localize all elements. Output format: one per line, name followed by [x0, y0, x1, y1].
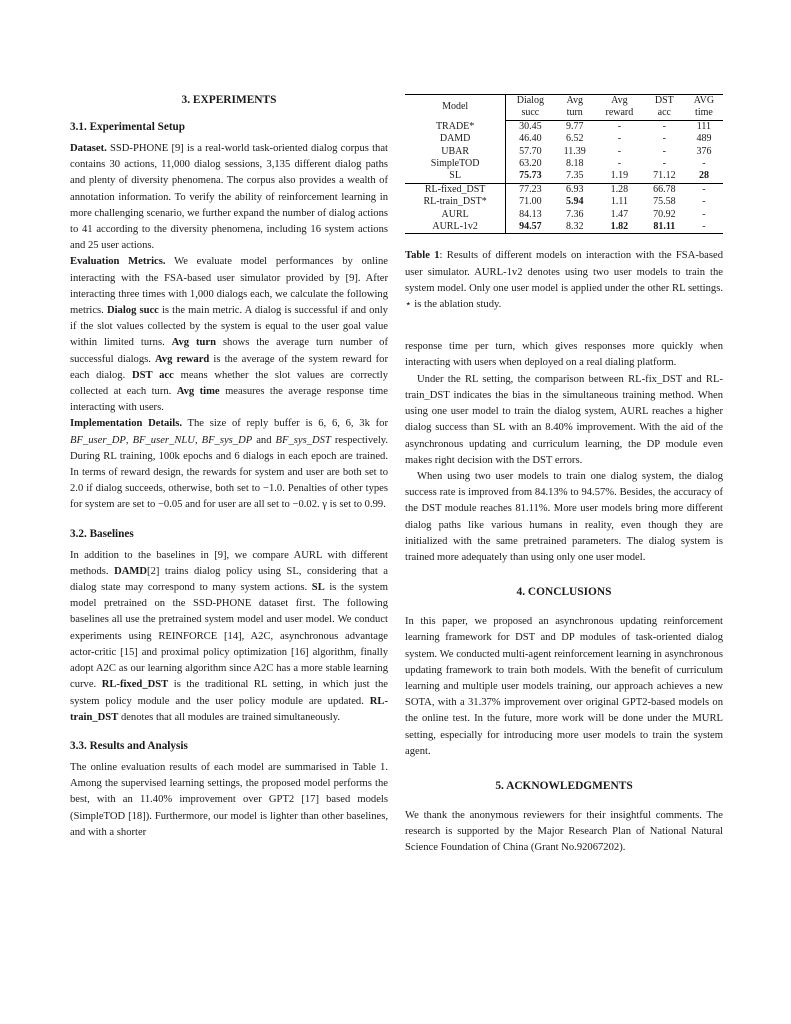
model-name-cell: SimpleTOD [405, 158, 506, 170]
value-cell: 1.19 [610, 170, 629, 182]
header-cell: turn [554, 107, 595, 120]
value-cell: 63.20 [519, 158, 542, 170]
table-row [405, 146, 723, 158]
bf-user-nlu: BF_user_NLU [132, 434, 195, 446]
value-cell: - [702, 158, 706, 170]
caption-text: : Results of different models on interaction with the FSA-based user simulator. AURL-1v2 denotes using two user models to train the system model. Only one user model is applied under the other RL settings. ⋆ is the ablation study. [405, 250, 723, 311]
conclusions-heading: 4. CONCLUSIONS [516, 586, 612, 599]
value-cell: 1.11 [610, 196, 628, 208]
table-row [405, 196, 723, 208]
value-cell: 81.11 [644, 221, 685, 234]
baselines-text: is the traditional RL setting, in which just the system policy module and the user policy module are updated. [70, 679, 388, 707]
header-cell: Model [405, 95, 506, 121]
impl-and: and [256, 434, 272, 446]
metric-reward-label: Avg reward [155, 353, 210, 365]
acknowledgments-heading: 5. ACKNOWLEDGMENTS [495, 779, 633, 792]
value-cell: 46.40 [519, 133, 542, 145]
model-name-cell: RL-train_DST* [405, 196, 506, 208]
implementation-paragraph: Implementation Details. The size of reply buffer is 6, 6, 6, 3k for BF_user_DP, BF_user_NLU, BF_sys_DP and BF_sys_DST respectively. During RL training, 100k epochs and 6 dialogs in each epoch are trained. In terms of reward design, the rewards for system and user are both set to 2.0 if dialog succeeds, otherwise, both set to −1.0. Penalties of other types for system are set to −0.05 and for user are all set to −0.02. γ is set to 0.99. [70, 418, 389, 511]
bf-user-dp: BF_user_DP [70, 434, 126, 446]
table-row [405, 158, 723, 170]
results-paragraph-cont: response time per turn, which gives responses more quickly when interacting with users when deployed on a real dialing platform. [405, 341, 723, 369]
value-cell: - [662, 158, 666, 170]
impl-text: respectively. During RL training, 100k epochs and 6 dialogs in each epoch are trained. In terms of reward design, the rewards for system and user are both set to 2.0 if dialog succeeds, otherwise, both set to −1.0. Penalties of other types for system are set to −0.05 and for user are all set to −0.02. γ is set to 0.99. [70, 434, 389, 511]
metric-dst-label: DST acc [132, 369, 174, 381]
value-cell: 77.23 [506, 183, 555, 196]
baselines-text: [2] trains dialog policy using SL, considering that a dialog state may correspond to many system actions. [70, 565, 389, 594]
value-cell: 8.18 [565, 158, 584, 170]
table-row [405, 183, 723, 196]
table-row [405, 133, 723, 145]
bf-sys-dp: BF_sys_DP [201, 434, 253, 446]
model-name-cell: SL [405, 170, 506, 183]
table-caption [405, 248, 723, 313]
left-column [70, 94, 388, 841]
baselines-text: is the system model pretrained on the SSD-PHONE dataset first. The following baselines all use the pretrained system model and user model. We conduct experiments using REINFORCE [14], A2C, asynchronous advantage actor-critic [15] and proximal policy optimization [16] algorithm, finally adopt A2C as our learning algorithm since A2C has a more stable learning curve. [70, 582, 388, 691]
metric-succ-label: Dialog succ [106, 305, 159, 317]
dataset-label: Dataset. [70, 143, 107, 154]
value-cell: 489 [696, 133, 712, 145]
metrics-label: Evaluation Metrics. [70, 256, 166, 268]
value-cell: - [702, 196, 706, 208]
model-name-cell: UBAR [405, 146, 506, 158]
metrics-paragraph [70, 254, 388, 416]
results-paragraph-left: The online evaluation results of each model are summarised in Table 1. Among the supervised learning settings, the proposed model performs the best, with an 11.40% improvement over GPT2 [17] based models (SimpleTOD [18]). Furthermore, our model is lighter than other baselines, and with a shorter [70, 761, 388, 838]
header-cell: Dialog [506, 95, 555, 108]
table-row [405, 170, 723, 183]
value-cell: - [662, 133, 666, 145]
value-cell: 28 [698, 170, 709, 182]
results-paragraph-2: Under the RL setting, the comparison between RL-fix_DST and RL-train_DST indicates the bias in the simultaneous training method. When using one user model to train the dialog system, AURL reaches a higher dialog success than SL with an 8.40% improvement. With the aid of the asynchronous updating and curriculum learning, the DP module even makes right decision with the DST errors. [405, 373, 723, 466]
header-cell: Avg [595, 95, 644, 108]
metrics-text: is the main metric. A dialog is successful if and only if the slot values collected by the system is equal to the user goal value within limited turns. [70, 305, 388, 349]
value-cell: 7.35 [565, 170, 584, 182]
acknowledgments-paragraph: We thank the anonymous reviewers for their insightful comments. The research is supported by the Major Research Plan of National Natural Science Foundation of China (Grant No.92067202). [405, 809, 723, 854]
value-cell: 1.82 [595, 221, 644, 234]
results-table [405, 94, 723, 234]
metrics-text: shows the average turn number of successful dialogs. [70, 337, 388, 365]
impl-text: The size of reply buffer is 6, 6, 6, 3k for [187, 418, 388, 430]
value-cell: - [685, 183, 723, 196]
value-cell: 71.00 [519, 196, 542, 208]
dataset-paragraph [70, 141, 388, 254]
model-name-cell: AURL-1v2 [405, 221, 506, 234]
value-cell: - [617, 145, 622, 157]
value-cell: 111 [696, 120, 712, 132]
value-cell: 66.78 [644, 183, 685, 196]
value-cell: 84.13 [519, 208, 542, 220]
header-cell: acc [644, 107, 685, 120]
header-cell: Avg [554, 95, 595, 108]
value-cell: - [662, 120, 666, 132]
table-header-row [405, 95, 723, 108]
right-column [405, 94, 723, 857]
model-name-cell: TRADE* [405, 120, 506, 133]
setup-heading: 3.1. Experimental Setup [70, 121, 185, 133]
value-cell: 9.77 [565, 120, 584, 132]
table-body [405, 120, 723, 234]
metrics-text: is the average of the system reward for each dialog. [70, 353, 388, 381]
rl-fixed-label: RL-fixed_DST [101, 679, 169, 691]
sl-label: SL [311, 582, 325, 594]
value-cell: - [685, 221, 723, 234]
metrics-text: We evaluate model performances by online interacting with the FSA-based user simulator provided by [9]. After interacting three times with 1,000 dialogs each, we calculate the following metrics. [70, 256, 388, 317]
baselines-paragraph [70, 548, 388, 726]
conclusions-paragraph: In this paper, we proposed an asynchronous updating reinforcement learning framework for DST and DP modules of task-oriented dialog system. We conducted multi-agent reinforcement learning in asynchronous updating framework to train both models. With the benefit of curriculum learning and multiple user models training, our approach achieves a new SOTA, with a 31.37% improvement over original GPT2-based models on the online test. In the future, more work will be done under the MURL setting, especially for introducing more user models to train the system agent. [405, 616, 723, 757]
metrics-text: measures the average response time interacting with users. [70, 386, 388, 414]
results-paragraph-3: When using two user models to train one dialog system, the dialog success rate is improved from 84.13% to 94.57%. Besides, the accuracy of the DST module reaches 81.11%. More user models bring more different dialog paths like various humans in reality, even though they are initialized with the same pretrained parameters. The dialog system is trained more adequately than using only one user model. [405, 470, 723, 563]
model-name-cell: RL-fixed_DST [405, 183, 506, 196]
value-cell: 75.73 [519, 170, 542, 182]
value-cell: 70.92 [653, 208, 676, 220]
value-cell: 30.45 [519, 120, 542, 132]
rl-train-label: RL-train_DST [70, 695, 388, 723]
header-cell: AVG [685, 95, 723, 108]
metric-time-label: Avg time [176, 386, 220, 398]
value-cell: 6.93 [554, 183, 595, 196]
damd-label: DAMD [114, 565, 148, 577]
experiments-heading: 3. EXPERIMENTS [181, 94, 277, 106]
baselines-text: In addition to the baselines in [9], we compare AURL with different methods. [70, 549, 388, 577]
table-row [405, 221, 723, 234]
model-name-cell: AURL [405, 209, 506, 221]
value-cell: 8.32 [554, 221, 595, 234]
results-heading: 3.3. Results and Analysis [70, 739, 188, 752]
value-cell: - [617, 158, 622, 170]
header-cell: DST [644, 95, 685, 108]
value-cell: 6.52 [565, 133, 584, 145]
value-cell: 1.28 [595, 183, 644, 196]
baselines-text: denotes that all modules are trained simultaneously. [120, 711, 341, 723]
value-cell: 11.39 [563, 145, 586, 157]
dataset-text: SSD-PHONE [9] is a real-world task-oriented dialog corpus that contains 30 actions, 11,000 dialog sessions, 3,135 different dialog paths and plenty of diversity phenomena. The corpus also provides a wealth of annotation information. To verify the ability of reinforcement learning in more challenging scenario, we further expand the number of dialog actions to 41 according to the diversity phenomena, including 16 system actions and 25 user actions. [70, 143, 388, 252]
metrics-text: means whether the slot values are correctly collected at each turn. [70, 369, 388, 398]
value-cell: - [702, 208, 706, 220]
value-cell: - [617, 133, 622, 145]
value-cell: - [617, 120, 622, 132]
value-cell: 7.36 [565, 208, 584, 220]
value-cell: 94.57 [506, 221, 555, 234]
value-cell: 1.47 [610, 208, 629, 220]
header-cell: succ [506, 107, 555, 120]
header-cell: time [685, 107, 723, 120]
metric-turn-label: Avg turn [171, 337, 216, 349]
value-cell: 71.12 [653, 170, 676, 182]
value-cell: - [662, 145, 666, 157]
baselines-heading: 3.2. Baselines [70, 527, 134, 540]
table-row [405, 120, 723, 133]
model-name-cell: DAMD [405, 133, 506, 145]
impl-label: Implementation Details. [70, 418, 182, 430]
caption-label: Table 1 [405, 250, 440, 262]
header-cell: reward [595, 107, 644, 120]
table-row [405, 209, 723, 221]
value-cell: 75.58 [653, 196, 676, 208]
value-cell: 376 [696, 145, 712, 157]
value-cell: 5.94 [565, 196, 584, 208]
value-cell: 57.70 [519, 145, 542, 157]
bf-sys-dst: BF_sys_DST [275, 434, 331, 446]
